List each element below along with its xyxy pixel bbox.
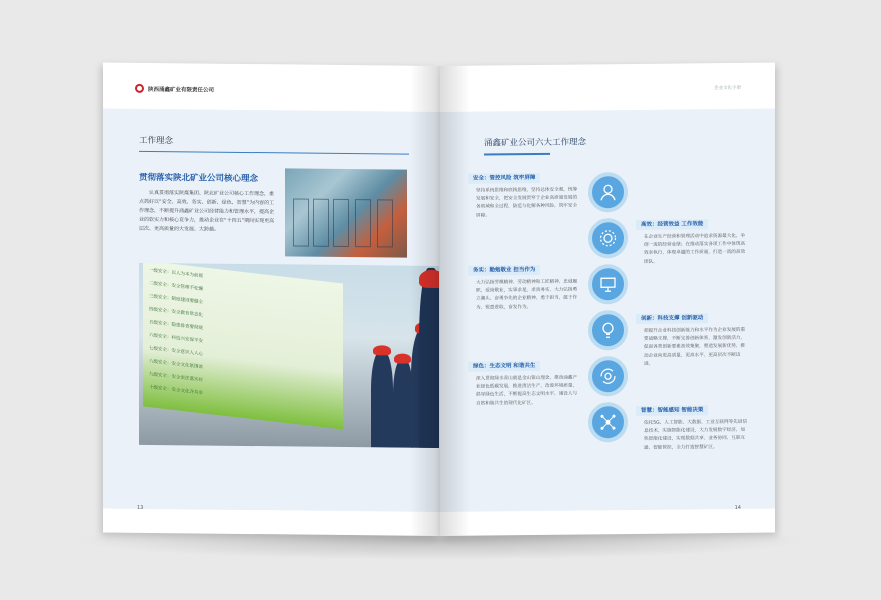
board-row: 四级安全：安全教育常态化 (149, 307, 203, 319)
concept-tag-innovation: 创新：科技支撑 创新驱动 (636, 313, 708, 324)
logo-icon (135, 84, 144, 93)
concept-desc-green: 深入贯彻绿水青山就是金山银山理念，推动涌鑫产业绿色低碳发展，推进清洁生产，改善环境质量，倡导绿色生活，不断提高生态文明水平，建设人与自然和谐共生的现代化矿区。 (476, 375, 578, 407)
spine-shade (440, 66, 470, 536)
safety-board (143, 263, 343, 430)
concept-desc-smart: 依托5G、人工智能、大数据、工业互联网等先进信息技术，实施智能化建设，大力发展数字经济，加快智能化建设，实现数据共享、业务协同、互联互通、智能管控，全力打造智慧矿区。 (644, 419, 747, 451)
board-row: 九级安全：安全责任落实好 (149, 372, 203, 384)
helmet-icon (373, 345, 391, 355)
worker-figure (371, 351, 393, 447)
board-row: 十级安全：安全文化齐共享 (149, 385, 203, 397)
board-row: 七级安全：安全意识入人心 (149, 346, 203, 358)
gear-icon (588, 218, 628, 258)
concept-tag-green: 绿色：生态文明 和谐共生 (468, 361, 540, 372)
left-page (103, 62, 440, 536)
workers-board-photo (139, 263, 439, 448)
worker-icon (588, 172, 628, 212)
concept-tag-smart: 智慧：智能感知 智能决策 (636, 405, 708, 416)
board-row: 六级安全：科技兴安保平安 (149, 333, 203, 345)
concept-tag-safety: 安全：管控风险 筑牢屏障 (468, 173, 540, 184)
spine-shade (410, 66, 440, 536)
concept-desc-safety: 坚持系统思维和底线思维，坚持总体安全观，统筹发展和安全，把安全发展贯穿于企业高质量发展的各领域和全过程，防范与化解各种风险，筑牢安全屏障。 (476, 187, 578, 219)
subheading: 贯彻落实陕北矿业公司核心理念 (139, 172, 259, 185)
page-title: 涌鑫矿业公司六大工作理念 (484, 137, 587, 149)
right-page (440, 62, 775, 536)
header-label: 企业文化手册 (714, 85, 741, 92)
lightbulb-icon (588, 310, 628, 350)
concept-desc-innovation: 把提升企业科技创新能力和水平作为企业发展的重要战略支撑，不断完善创新体系，激发创新活力，促进各类创新要素高效集聚，塑造发展新优势，推动企业向更高质量、更高水平、更高层次不断迈进。 (644, 327, 746, 367)
board-row: 五级安全：隐患排查要彻底 (149, 320, 203, 332)
company-logo (135, 84, 214, 94)
concept-tag-pragmatic: 务实：勤勉敬业 担当作为 (468, 265, 540, 276)
ring-chain (588, 172, 628, 442)
concept-tag-efficiency: 高效：经营效益 工作效能 (636, 219, 708, 230)
page-number: 14 (734, 504, 741, 511)
company-name: 陕西涌鑫矿业有限责任公司 (148, 86, 215, 94)
board-row: 八级安全：安全文化氛围浓 (149, 359, 203, 371)
warehouse-photo (285, 168, 407, 257)
board-row: 一级安全：以人为本为前提 (149, 268, 203, 280)
monitor-icon (588, 264, 628, 304)
helmet-icon (394, 354, 411, 364)
page-number: 13 (137, 504, 144, 511)
network-icon (588, 402, 628, 442)
board-row: 二级安全：安全管理不松懈 (149, 281, 203, 293)
concept-desc-efficiency: 在企业生产经营和管理活动中追求资源最大化，争创一流的经营业绩；在推动落实各项工作中体现高效率执行，体现卓越的工作质量，打造一流的高效团队。 (644, 233, 746, 265)
concept-desc-pragmatic: 大力弘扬劳模精神、劳动精神和工匠精神，忠诚履职，爱岗敬业，实事求是，求真务实，大力弘扬勇立潮头、奋勇争先的企业精神，勇于担当，敢于作为，锐意进取，奋发作为。 (476, 279, 578, 311)
body-paragraph: 认真贯彻落实陕煤集团、陕北矿业公司核心工作理念，重点抓好以“安全、高效、务实、创新、绿色、智慧”为内容的工作理念，不断提升涌鑫矿业公司经营能力和管理水平，提高企业的软实力和核心竞争力，推动企业在“十四五”期间实现更高层次、更高质量的大发展、大跨越。 (139, 189, 275, 233)
board-row: 三级安全：制度建设要健全 (149, 294, 203, 306)
cog-arrows-icon (588, 356, 628, 396)
section-title: 工作理念 (139, 135, 174, 147)
